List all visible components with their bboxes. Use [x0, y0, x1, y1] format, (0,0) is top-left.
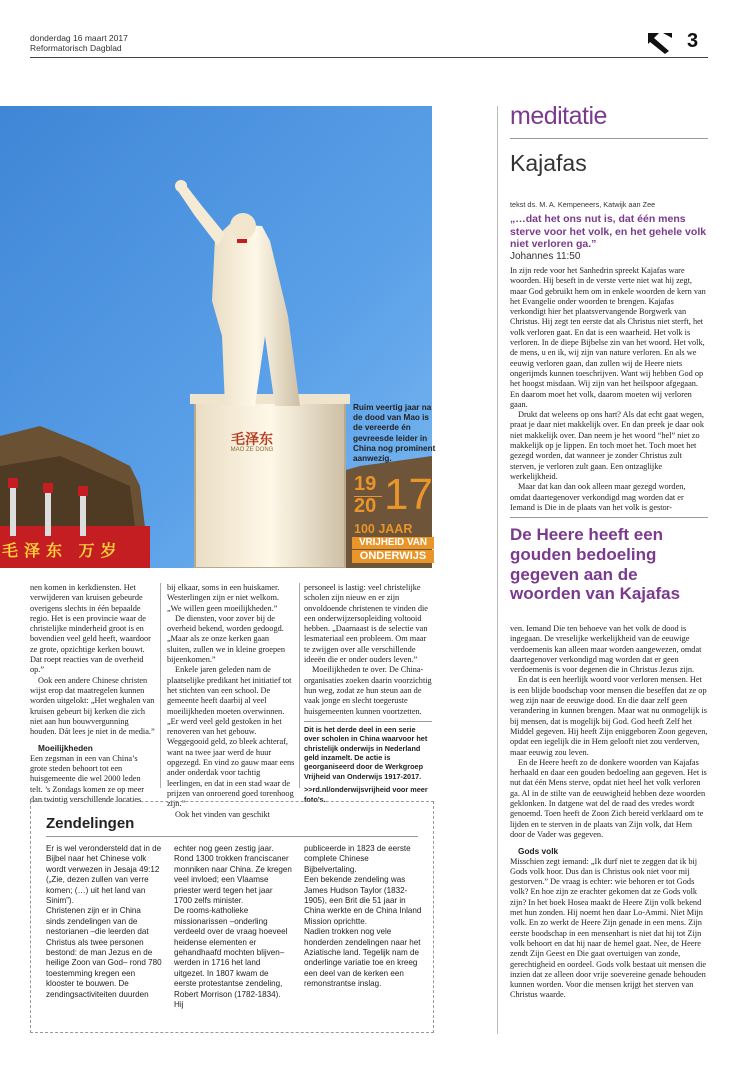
meditation-body-1	[510, 266, 708, 513]
header-date: donderdag 16 maart 2017	[30, 33, 128, 43]
header-rule	[30, 57, 708, 58]
meditation-byline: tekst ds. M. A. Kempeneers, Katwijk aan Zee	[510, 200, 656, 209]
series-note: Dit is het derde deel in een serie over scholen in China waarvoor het christelijk onderwijs in Nederland geld inzamelt. De actie is georganiseerd door de Werkgroep Vrijheid van Onderwijs 1917-2017.	[304, 724, 428, 781]
plinth-inscription: 毛泽东	[231, 431, 273, 447]
box-rule	[46, 836, 418, 837]
pull-quote: De Heere heeft een gouden bedoeling gegeven aan de woorden van Kajafas	[510, 525, 681, 604]
meditation-title: Kajafas	[510, 150, 587, 176]
meditation-subhead: Gods volk	[518, 846, 559, 857]
col2-paragraph: De diensten, voor zover bij de overheid bekend, worden gedoogd. „Maar als ze onze kerken gaan sluiten, zullen we in kleine groepen bijeenkomen.”	[167, 613, 285, 665]
article-column-2	[167, 583, 295, 820]
meditation-paragraph: In zijn rede voor het Sanhedrin spreekt Kajafas ware woorden. Hij beseft in de verste verte niet wat hij zegt, maar God gebruikt hem om in enkele woorden de kern van het Evangelie onder woorden te brengen. Kajafas verkondigt hier het plaatsvervangende Borgwerk van Christus. Hij zegt ten eerste dat als Christus niet sterft, het volk verloren gaat. En dat is een waarheid. Het volk is verloren. In de diepe Bijbelse zin van het woord. Het volk, de mens, u en ik, wij zijn van nature verloren. En als we eeuwig verloren gaan, dan zullen wij de Heere niets ongerijmds kunnen toeschrijven. Want wij hebben God op het hoogst misdaan. Wij zijn van het heilspoor afgegaan. En daarom moet het volk, daarom moeten wij verloren gaan.	[510, 266, 706, 409]
bible-quote: „…dat het ons nut is, dat één mens sterve voor het volk, en het gehele volk niet verloren ga.”	[510, 213, 707, 251]
col2-paragraph: Enkele jaren geleden nam de plaatselijke predikant het initiatief tot het stichten van een school. De gemeente heeft daarbij al veel moeilijkheden moeten overwinnen. „Er werd veel geld gestoken in het renoveren van het gebouw. Weggegooid geld, zo bleek achteraf, want na twee jaar werd de huur opgezegd. En vind zo gauw maar eens ander onderdak voor tachtig leerlingen, en dat in een stad waar de prijzen van onroerend goed torenhoog zijn.”	[167, 665, 295, 809]
rd-arrow-logo-icon	[645, 30, 675, 56]
jubilee-line2: VRIJHEID VAN	[352, 537, 434, 549]
series-note-box	[304, 721, 432, 804]
col1-paragraph: Ook een andere Chinese christen wijst erop dat maatregelen kunnen worden uitgelokt: „Het weghalen van kruisen gebeurt bij kerken die zich niet aan hun bouwvergunning houden. Dát lees je niet in de media.”	[30, 675, 155, 737]
meditation-paragraph: Maar dat kan dan ook alleen maar gezegd worden, omdat daartegenover verkondigd mag worden dat er Iemand is Die in de plaats van het volk is gestor-	[510, 482, 686, 512]
kicker-rule	[510, 138, 708, 139]
meditation-body-2	[510, 624, 708, 1001]
col3-paragraph: Moeilijkheden te over. De China-organisaties zoeken daarin voorzichtig hun weg, zodat ze hun steun aan de vaak jonge en slecht toegeruste huisgemeenten kunnen voortzetten.	[304, 665, 432, 716]
header-publication: Reformatorisch Dagblad	[30, 43, 122, 53]
jubilee-line3: ONDERWIJS	[352, 550, 434, 563]
article-column-1	[30, 583, 155, 805]
pull-quote-rule-top	[510, 517, 708, 518]
jubilee-line1: 100 JAAR	[354, 522, 413, 536]
plinth-subtext: MAO ZE DONG	[230, 447, 274, 453]
jubilee-year-bottom: 17	[384, 470, 433, 519]
bible-reference: Johannes 11:50	[510, 251, 581, 262]
col3-paragraph: personeel is lastig: veel christelijke scholen zijn nieuw en er zijn onvoldoende christenen te vinden die een onderwijzersopleiding voltooid hebben. „Daarnaast is de selectie van lesmateriaal een probleem. Om maar te zwijgen over alle verschillende ideeën die er onder ouders leven.”	[304, 583, 428, 665]
meditation-paragraph: En de Heere heeft zo de donkere woorden van Kajafas herhaald en daar een gouden bedoeling aan gegeven. Het is nut dat één Mens sterve, opdat niet heel het volk verloren ga. Al in de stilte van de eeuwigheid hebben deze woorden geklonken. In datgene wat del de raad des vredes wordt genoemd. Toen heeft de Zoon Zich bereid verklaard om te lijden en te sterven in de plaats van Zijn volk, dat Hem door de Vader was gegeven.	[510, 757, 707, 839]
jubilee-year-b-top: 20	[354, 495, 377, 517]
zendelingen-title: Zendelingen	[46, 815, 135, 832]
meditation-paragraph: En dat is een heerlijk woord voor verloren mensen. Het is een blijde boodschap voor mensen die beseffen dat ze op weg zijn naar de eeuwige dood. En die daar zelf geen verandering in kunnen brengen. Maar wat nu onmogelijk is bij mensen, dat is mogelijk bij God. God heeft Zelf het Middel gegeven. Hij heeft Zijn eniggeboren Zoon gegeven, opdat een iegelijk die in Hem gelooft niet zou verderven, maar eeuwig zou leven.	[510, 675, 708, 757]
column-divider	[299, 583, 300, 788]
zendelingen-col2: echter nog geen zestig jaar. Rond 1300 trokken franciscaner monniken naar China. Ze kregen veel invloed; een Vlaamse priester werd tegen het jaar 1700 zelfs minister. De rooms-katholieke missionarissen –onderling verdeeld over de vraag hoeveel heidense elementen er gehandhaafd mochten blijven– werden in 1716 het land uitgezet. In 1807 kwam de eerste protestantse zendeling, Robert Morrison (1782-1834). Hij	[174, 844, 292, 1010]
more-photos-link[interactable]: >>rd.nl/onderwijsvrijheid voor meer foto’s.	[304, 785, 428, 804]
jubilee-year-a-top: 19	[354, 473, 377, 495]
meditation-divider	[497, 106, 498, 1034]
col2-paragraph: bij elkaar, soms in een huiskamer. Westerlingen zijn er niet welkom. „We willen geen moeilijkheden.”	[167, 583, 280, 613]
article-column-3	[304, 583, 432, 804]
header-dateline	[30, 33, 128, 53]
col1-paragraph: nen komen in kerkdiensten. Het verwijderen van kruisen gebeurde overigens slechts in één bepaalde regio. Het is een provincie waar de christelijke minderheid groot is en bovendien veel geld heeft, waardoor ze grote, opzichtige kerken bouwt. Dat roept reacties van de overheid op.”	[30, 583, 151, 675]
zendelingen-col3: publiceerde in 1823 de eerste complete Chinese Bijbelvertaling. Een bekende zendeling was James Hudson Taylor (1832-1905), een Brit die 51 jaar in China werkte en de China Inland Mission oprichtte. Nadien trokken nog vele honderden zendelingen naar het Aziatische land. Tegelijk nam de onderlinge variatie toe en kreeg een deel van de kerken een remonstrantse inslag.	[304, 844, 422, 989]
banner-text: 毛泽东 万岁	[2, 543, 123, 560]
page-number: 3	[687, 30, 699, 52]
col1-subhead: Moeilijkheden	[38, 743, 93, 754]
meditation-kicker: meditatie	[510, 102, 607, 130]
column-divider	[160, 583, 161, 788]
meditation-paragraph: Misschien zegt iemand: „Ik durf niet te zeggen dat ik bij Gods volk hoor. Dus dan is Christus ook niet voor mij gestorven.” De vraag is echter: wie behoren er tot Gods volk? En hoe zijn ze erachter gekomen dat ze Gods volk zijn? In het boek Hosea maakt de Heere Zijn volk bekend met hun zonden. Hij noemt hen daar Lo-Ammi. Niet Mijn volk. En zo werkt de Heere Zijn genade in een mens. Zijn eerste boodschap in een mensenhart is niet dat hij tot Zijn volk behoort en dat hij naar de hemel gaat. Nee, de Heere zendt Zijn Geest en Die gaat overtuigen van zonde, gerechtigheid en oordeel. Gods volk bestaat uit mensen die inzien dat ze alleen door vrije soevereine genade behouden kunnen worden. Voor die mensen krijgt het sterven van Christus waarde.	[510, 856, 707, 1000]
meditation-paragraph: ven. Iemand Die ten behoeve van het volk de dood is ingegaan. De vreselijke werkelijkheid van de eeuwige verdoemenis kan alleen maar worden aangewezen, omdat daartegenover verkondigd mag worden dat er geen verdoemenis is voor degenen die in Christus Jezus zijn.	[510, 624, 702, 675]
jubilee-logo	[352, 470, 434, 563]
photo-caption: Ruim veertig jaar na de dood van Mao is de vereerde én gevreesde leider in China nog prominent aanwezig.	[353, 403, 436, 464]
col1-paragraph: Een zegsman in een van China’s grote steden behoort tot een huisgemeente die wel 2000 leden telt. ’s Zondags komen ze op meer dan twintig verschillende locaties	[30, 753, 145, 804]
meditation-paragraph: Drukt dat weleens op ons hart? Als dat echt gaat wegen, praat je daar niet makkelijk over. En dan preek je daar ook niet makkelijk over. Dan neem je het woord “hel” niet zo makkelijk op je lippen. En toch moet het. Toch moet het gezegd worden, dat wanneer je zonder Christus zult sterven, je verloren zult gaan. Een ontzaglijke werkelijkheid.	[510, 410, 704, 481]
zendelingen-box	[30, 801, 434, 1033]
zendelingen-col1: Er is wel verondersteld dat in de Bijbel naar het Chinese volk wordt verwezen in Jesaja 49:12 („Zie, dezen zullen van verre komen; (…) uit het land van Sinim”). Christenen zijn er in China sinds zendelingen van de nestorianen –die leerden dat Christus als twee personen bestond: de man Jezus en de heilige Zoon van God– rond 780 toestemming kregen een klooster te bouwen. De zendingsactiviteiten duurden	[46, 844, 162, 999]
col2-paragraph: Ook het vinden van geschikt	[175, 809, 270, 819]
